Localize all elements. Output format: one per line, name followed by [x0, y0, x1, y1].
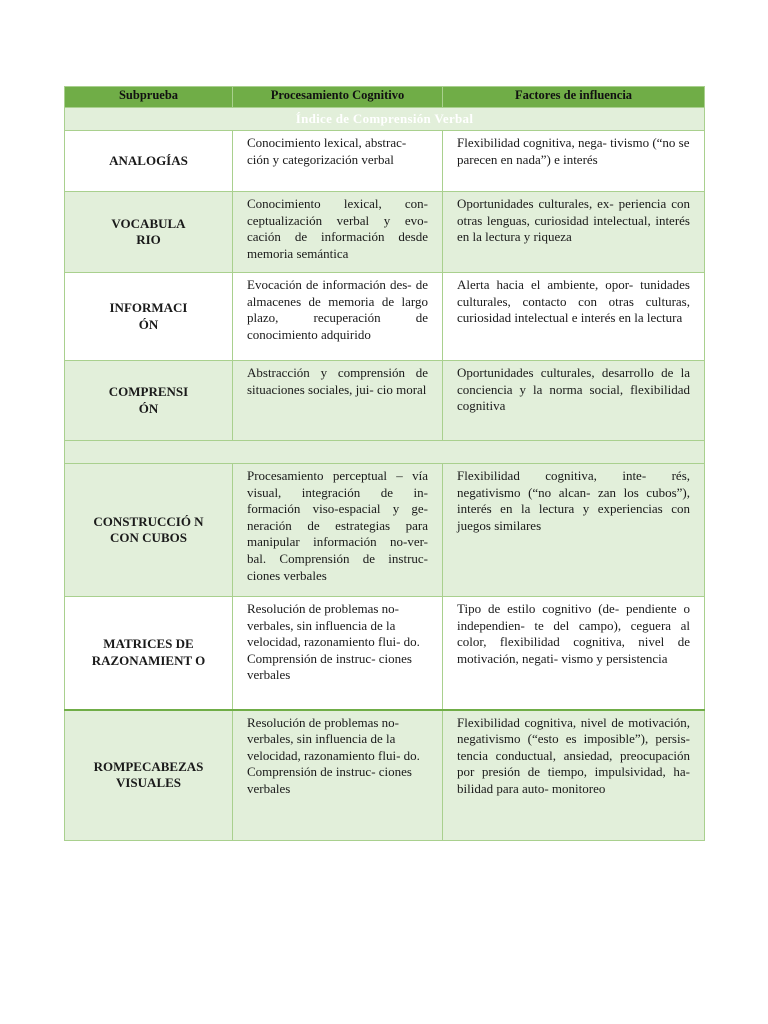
factores-cell: Oportunidades culturales, desarrollo de la conciencia y la norma social, flexibilidad cognitiva	[443, 361, 705, 441]
procesamiento-cell: Conocimiento lexical, abstrac- ción y categorización verbal	[233, 131, 443, 192]
table-header-row	[65, 87, 705, 108]
section-row	[65, 108, 705, 131]
table-row	[65, 597, 705, 710]
header-factores: Factores de influencia	[443, 87, 705, 108]
subprueba-cell: COMPRENSI ÓN	[65, 361, 233, 441]
procesamiento-cell: Procesamiento perceptual – vía visual, integración de in- formación viso-espacial y ge- neración de estrategias para manipular información no-ver- bal. Comprensión de instruc- ciones verbales	[233, 464, 443, 597]
factores-cell: Flexibilidad cognitiva, inte- rés, negativismo (“no alcan- zan los cubos”), interés en la lectura y experiencias con juegos similares	[443, 464, 705, 597]
table-row	[65, 710, 705, 841]
subprueba-cell: ROMPECABEZAS VISUALES	[65, 710, 233, 841]
section-title: Índice de Comprensión Verbal	[65, 108, 705, 131]
blank-separator-row	[65, 441, 705, 464]
factores-cell: Flexibilidad cognitiva, nega- tivismo (“no se parecen en nada”) e interés	[443, 131, 705, 192]
procesamiento-cell: Resolución de problemas no- verbales, sin influencia de la velocidad, razonamiento flui- do. Comprensión de instruc- ciones verbales	[233, 710, 443, 841]
table-row	[65, 361, 705, 441]
table-row	[65, 192, 705, 273]
cognitive-processing-table	[64, 86, 705, 841]
subprueba-cell: CONSTRUCCIÓ N CON CUBOS	[65, 464, 233, 597]
subprueba-cell: ANALOGÍAS	[65, 131, 233, 192]
table-row	[65, 131, 705, 192]
factores-cell: Alerta hacia el ambiente, opor- tunidades culturales, contacto con otras culturas, curiosidad intelectual e interés en la lectura	[443, 273, 705, 361]
procesamiento-cell: Conocimiento lexical, con- ceptualización verbal y evo- cación de información desde memoria semántica	[233, 192, 443, 273]
factores-cell: Tipo de estilo cognitivo (de- pendiente o independien- te del campo), ceguera al color, flexibilidad cognitiva, nivel de motivación, negati- vismo y persistencia	[443, 597, 705, 710]
factores-cell: Oportunidades culturales, ex- periencia con otras lenguas, curiosidad intelectual, interés en la lectura y riqueza	[443, 192, 705, 273]
factores-cell: Flexibilidad cognitiva, nivel de motivación, negativismo (“esto es imposible”), persis- tencia conductual, ansiedad, preocupación por presión de tiempo, impulsividad, ha- bilidad para auto- monitoreo	[443, 710, 705, 841]
procesamiento-cell: Evocación de información des- de almacenes de memoria de largo plazo, recuperación de conocimiento adquirido	[233, 273, 443, 361]
procesamiento-cell: Resolución de problemas no- verbales, sin influencia de la velocidad, razonamiento flui- do. Comprensión de instruc- ciones verbales	[233, 597, 443, 710]
table-row	[65, 464, 705, 597]
header-subprueba: Subprueba	[65, 87, 233, 108]
subprueba-cell: MATRICES DE RAZONAMIENT O	[65, 597, 233, 710]
header-procesamiento: Procesamiento Cognitivo	[233, 87, 443, 108]
subprueba-cell: VOCABULA RIO	[65, 192, 233, 273]
subprueba-cell: INFORMACI ÓN	[65, 273, 233, 361]
table-row	[65, 273, 705, 361]
blank-cell	[65, 441, 705, 464]
procesamiento-cell: Abstracción y comprensión de situaciones sociales, jui- cio moral	[233, 361, 443, 441]
